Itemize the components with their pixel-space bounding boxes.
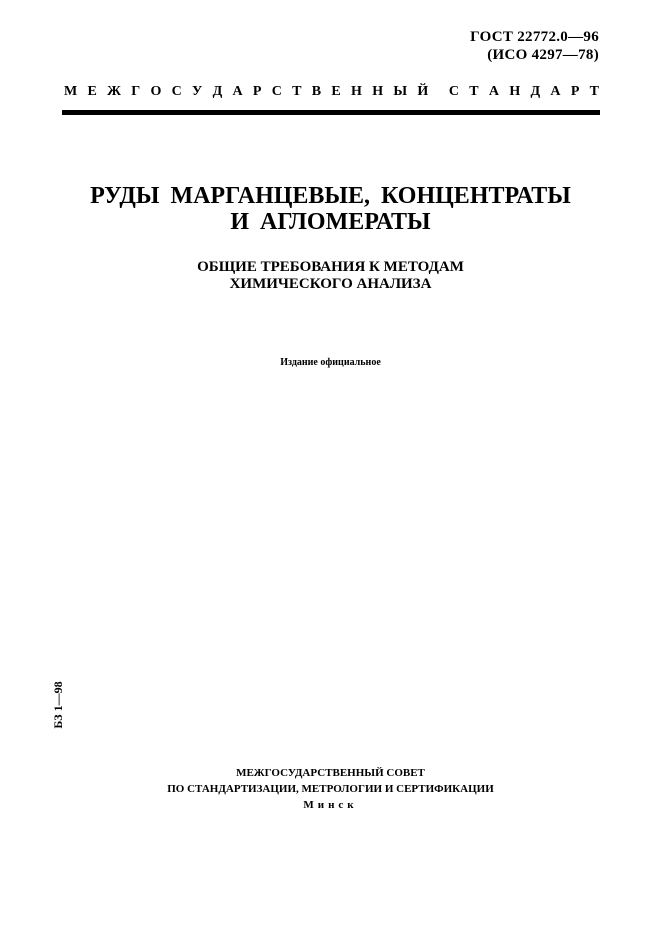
subtitle-line-1: ОБЩИЕ ТРЕБОВАНИЯ К МЕТОДАМ	[197, 259, 464, 275]
spaced-letter: Г	[131, 84, 141, 99]
edition-note: Издание официальное	[280, 357, 381, 368]
publisher-block	[0, 765, 661, 813]
spaced-letter: Е	[331, 84, 341, 99]
spaced-letter: Д	[212, 84, 223, 99]
spaced-letter: Т	[589, 84, 599, 99]
publisher-line-1: МЕЖГОСУДАРСТВЕННЫЙ СОВЕТ	[236, 767, 425, 779]
spaced-letter: В	[311, 84, 322, 99]
spaced-letter: Й	[417, 84, 429, 99]
publisher-city: Минск	[303, 799, 358, 811]
document-title	[0, 183, 661, 235]
side-publication-code: БЗ 1—98	[51, 681, 65, 729]
interstate-standard-label	[64, 84, 599, 100]
spaced-letter: С	[171, 84, 182, 99]
spaced-letter: Н	[509, 84, 521, 99]
iso-code: (ИСО 4297—78)	[487, 47, 599, 63]
spaced-letter: У	[192, 84, 203, 99]
spaced-letter: А	[550, 84, 561, 99]
publisher-line-2: ПО СТАНДАРТИЗАЦИИ, МЕТРОЛОГИИ И СЕРТИФИКАЦИИ	[167, 783, 494, 795]
gost-code: ГОСТ 22772.0—96	[470, 29, 599, 45]
spaced-letter: С	[271, 84, 282, 99]
spaced-letter: Р	[252, 84, 262, 99]
header-rule	[62, 110, 600, 115]
document-code-block	[470, 28, 599, 64]
spaced-letter: М	[64, 84, 78, 99]
spaced-letter: А	[232, 84, 243, 99]
spaced-letter: Ж	[107, 84, 121, 99]
spaced-letter: Н	[351, 84, 362, 99]
spaced-letter: О	[150, 84, 162, 99]
spaced-letter: Н	[372, 84, 384, 99]
subtitle-line-2: ХИМИЧЕСКОГО АНАЛИЗА	[229, 276, 432, 292]
title-line-2: И АГЛОМЕРАТЫ	[230, 209, 431, 235]
document-subtitle	[0, 259, 661, 293]
spaced-letter: Т	[292, 84, 302, 99]
spaced-letter: Е	[87, 84, 97, 99]
spaced-letter: Т	[469, 84, 479, 99]
spaced-letter: С	[448, 84, 459, 99]
spaced-letter: А	[488, 84, 500, 99]
spaced-letter: Ы	[393, 84, 408, 99]
title-line-1: РУДЫ МАРГАНЦЕВЫЕ, КОНЦЕНТРАТЫ	[90, 183, 571, 209]
spaced-letter: Д	[530, 84, 541, 99]
spaced-letter: Р	[570, 84, 580, 99]
